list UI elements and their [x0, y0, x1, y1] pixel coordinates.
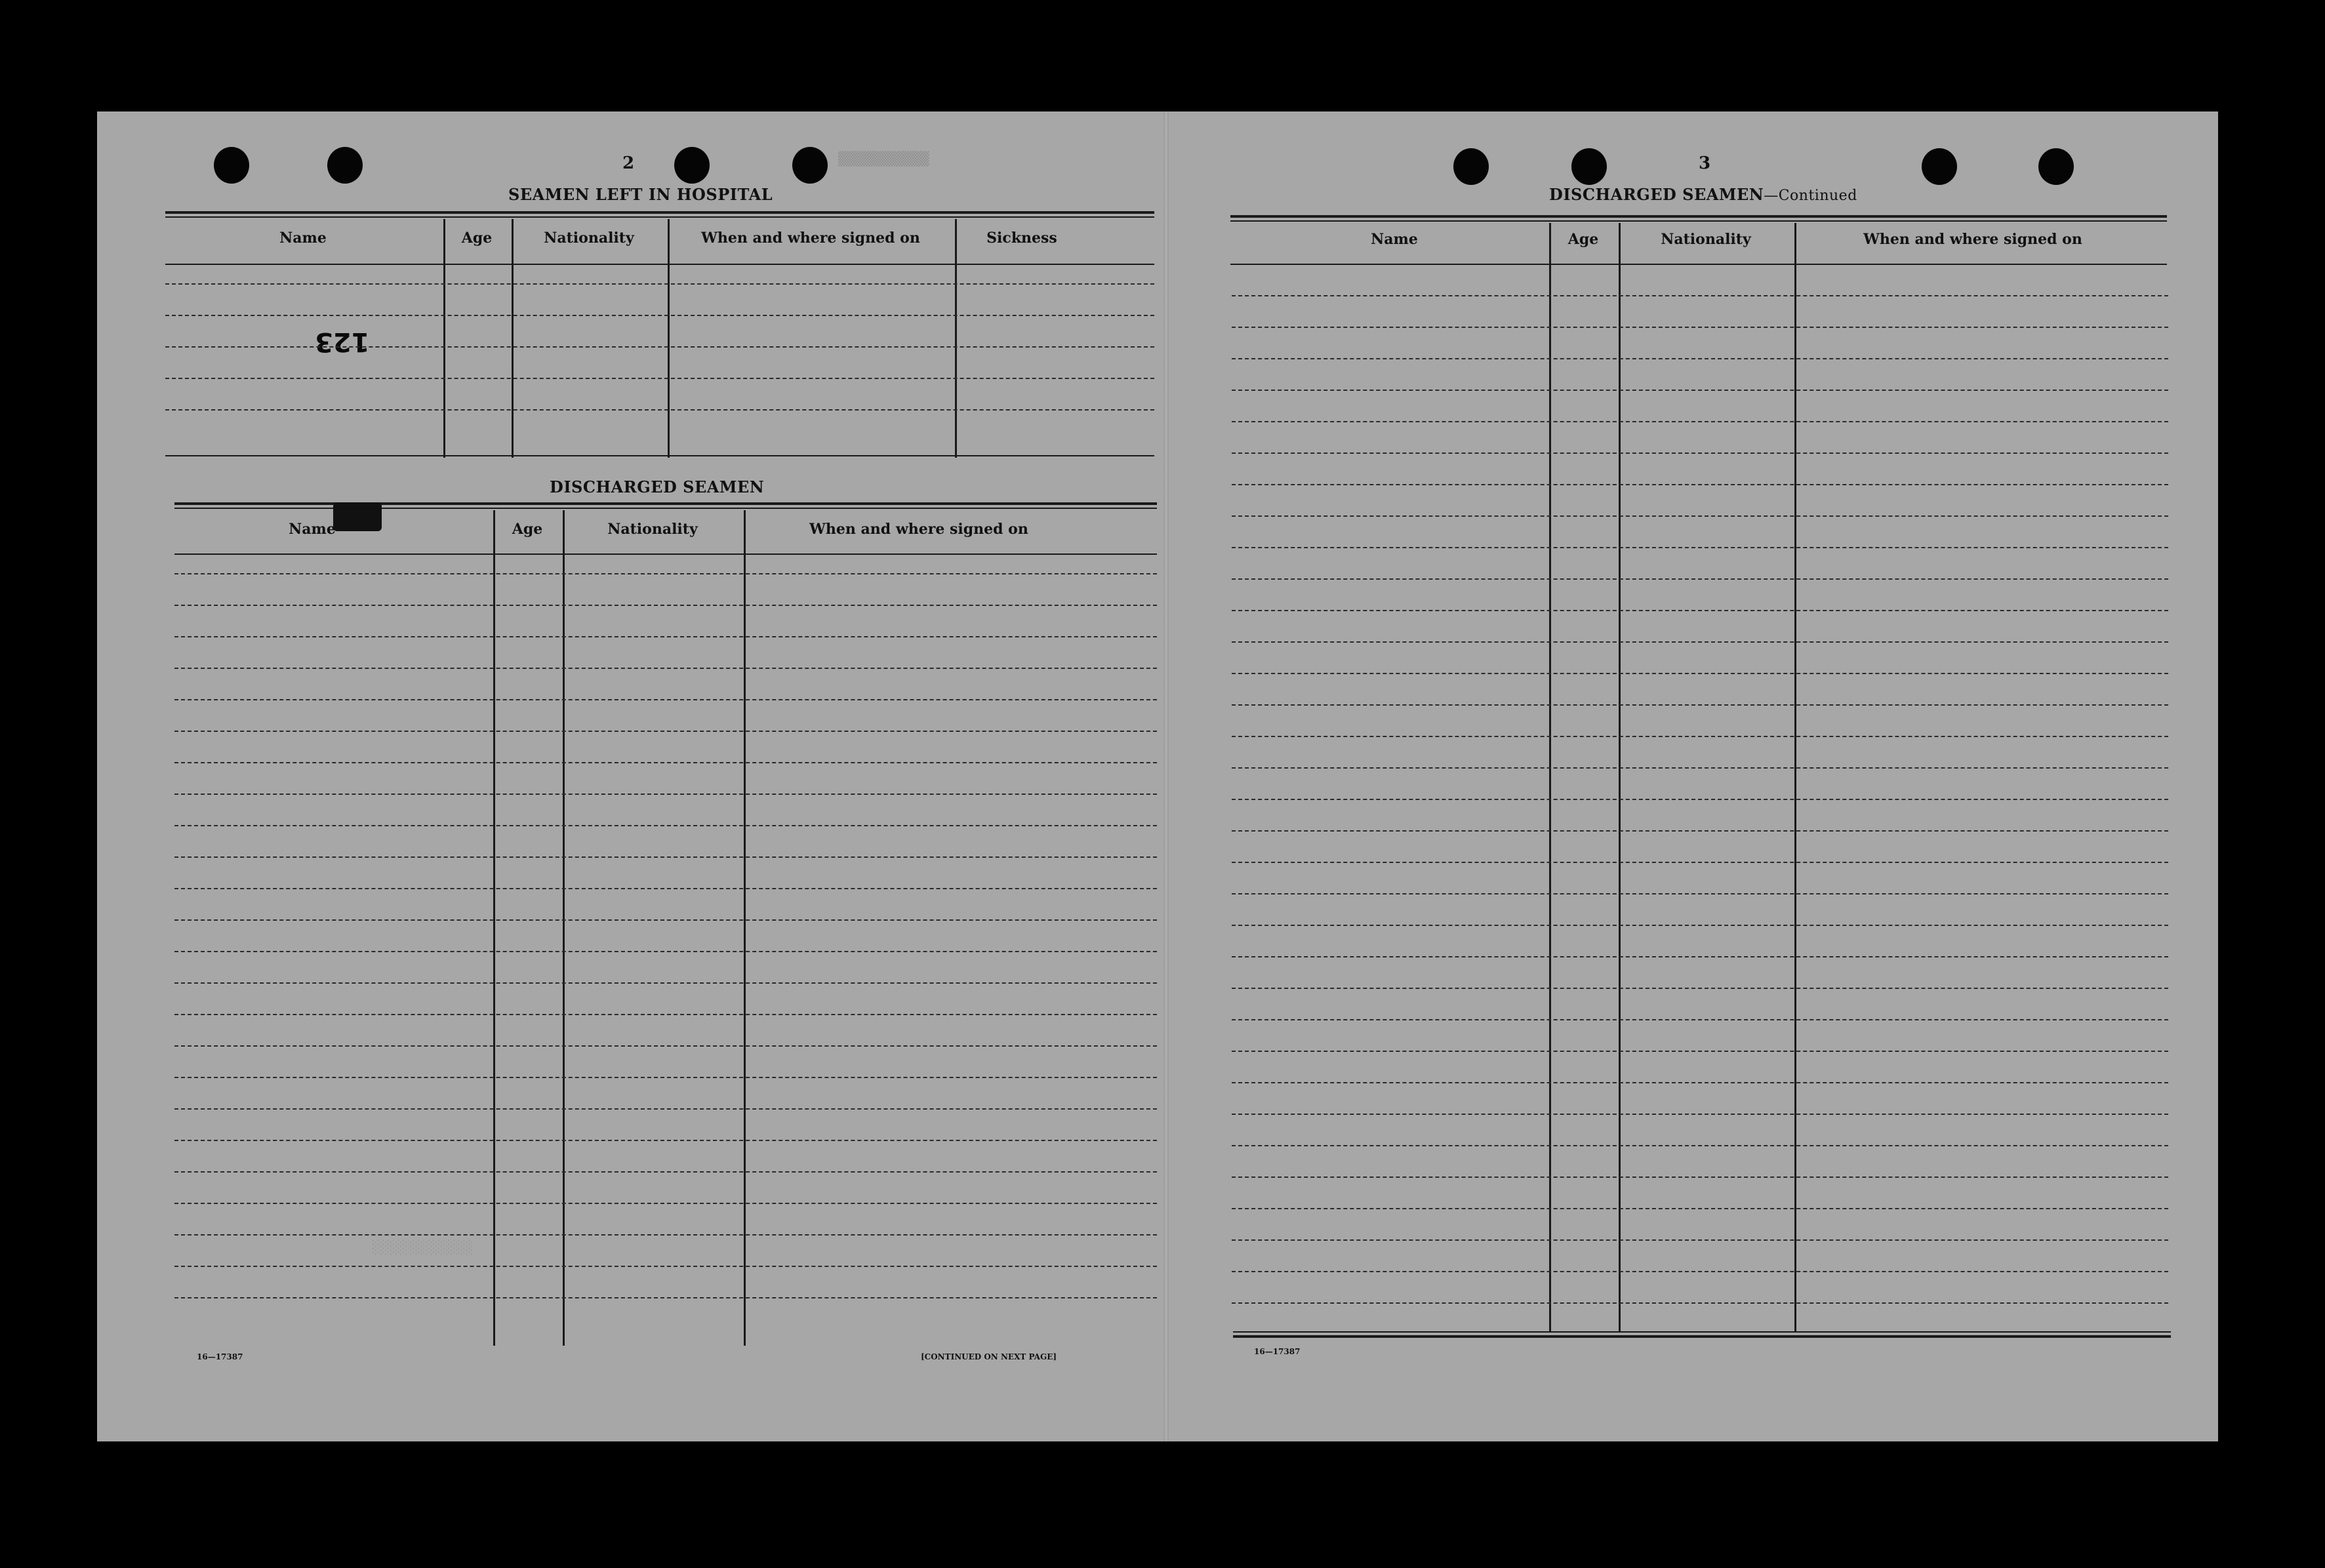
header-rule: [165, 455, 1154, 456]
bleed-through: ░░░░░░░░░░: [373, 1239, 474, 1255]
column-header-name: Name: [1371, 231, 1418, 248]
discharged-continued-title: [1549, 185, 1857, 204]
bleed-through: ▒▒▒▒▒▒▒▒▒: [838, 151, 929, 167]
ruled-row-line: [1232, 390, 2168, 391]
punch-hole: [1453, 148, 1489, 185]
ruled-row-line: [1232, 830, 2168, 832]
ruled-row-line: [174, 1014, 1157, 1015]
ruled-row-line: [165, 283, 1154, 285]
punch-hole: [792, 147, 828, 184]
table-top-rule: [165, 216, 1154, 218]
ruled-row-line: [174, 668, 1157, 669]
table-bottom-rule: [1233, 1335, 2171, 1338]
ruled-row-line: [1232, 1302, 2168, 1304]
column-header-signed-on: When and where signed on: [1863, 231, 2082, 248]
ruled-row-line: [1232, 1019, 2168, 1020]
punch-hole: [2038, 148, 2074, 185]
title-suffix: —Continued: [1764, 188, 1857, 204]
ruled-row-line: [174, 573, 1157, 574]
table-bottom-rule: [1233, 1331, 2171, 1333]
ruled-row-line: [174, 731, 1157, 732]
page-number: 3: [1699, 153, 1711, 173]
ruled-row-line: [174, 605, 1157, 606]
column-header-name: Name: [279, 230, 327, 247]
ruled-row-line: [1232, 358, 2168, 359]
ruled-row-line: [165, 346, 1154, 348]
ruled-row-line: [1232, 1208, 2168, 1209]
ruled-row-line: [1232, 1239, 2168, 1241]
ruled-row-line: [1232, 956, 2168, 957]
ruled-row-line: [1232, 925, 2168, 926]
column-divider: [512, 219, 514, 458]
table-top-rule: [1230, 215, 2167, 218]
column-divider: [443, 219, 445, 458]
column-header-age: Age: [1567, 231, 1599, 248]
column-header-name: Name: [289, 521, 336, 538]
ruled-row-line: [1232, 736, 2168, 737]
ruled-row-line: [1232, 767, 2168, 769]
ruled-row-line: [1232, 610, 2168, 611]
title-text: DISCHARGED SEAMEN: [1549, 185, 1764, 204]
ruled-row-line: [174, 1297, 1157, 1298]
ruled-row-line: [165, 378, 1154, 379]
ruled-row-line: [174, 794, 1157, 795]
ruled-row-line: [1232, 1051, 2168, 1052]
ruled-row-line: [1232, 547, 2168, 548]
ruled-row-line: [1232, 484, 2168, 485]
column-header-signed-on: When and where signed on: [809, 521, 1028, 538]
ruled-row-line: [174, 699, 1157, 700]
ruled-row-line: [174, 1077, 1157, 1078]
ruled-row-line: [174, 919, 1157, 921]
ruled-row-line: [1232, 1114, 2168, 1115]
ruled-row-line: [174, 762, 1157, 763]
ruled-row-line: [1232, 1176, 2168, 1178]
table-top-rule: [1230, 220, 2167, 222]
punch-hole: [214, 147, 249, 184]
ruled-row-line: [1232, 673, 2168, 674]
stamped-number: 123: [315, 327, 370, 357]
ruled-row-line: [174, 888, 1157, 889]
punch-hole: [327, 147, 363, 184]
ruled-row-line: [1232, 641, 2168, 643]
ruled-row-line: [174, 1171, 1157, 1173]
ruled-row-line: [174, 1108, 1157, 1110]
ruled-row-line: [1232, 1145, 2168, 1146]
ruled-row-line: [174, 1203, 1157, 1204]
continued-note: [CONTINUED ON NEXT PAGE]: [921, 1352, 1057, 1361]
ruled-row-line: [174, 825, 1157, 826]
punch-hole: [1571, 148, 1607, 185]
ruled-row-line: [1232, 578, 2168, 580]
ruled-row-line: [174, 856, 1157, 858]
ruled-row-line: [1232, 799, 2168, 800]
column-divider: [955, 219, 957, 458]
form-number: 16—17387: [197, 1352, 243, 1361]
punch-hole: [1922, 148, 1957, 185]
ruled-row-line: [174, 1045, 1157, 1047]
ruled-row-line: [1232, 862, 2168, 863]
header-rule: [165, 264, 1154, 265]
ruled-row-line: [165, 409, 1154, 411]
column-header-sickness: Sickness: [986, 230, 1057, 247]
ruled-row-line: [174, 1234, 1157, 1236]
header-rule: [1230, 264, 2167, 265]
ruled-row-line: [174, 951, 1157, 952]
ruled-row-line: [174, 982, 1157, 984]
page-number: 2: [622, 153, 635, 173]
hospital-section-title: SEAMEN LEFT IN HOSPITAL: [508, 185, 773, 204]
open-form-spread: [97, 111, 2218, 1441]
column-header-nationality: Nationality: [607, 521, 698, 538]
column-header-nationality: Nationality: [1661, 231, 1751, 248]
column-header-nationality: Nationality: [544, 230, 634, 247]
ruled-row-line: [1232, 452, 2168, 454]
page-gutter: [1163, 111, 1169, 1441]
ruled-row-line: [165, 315, 1154, 316]
column-header-age: Age: [512, 521, 543, 538]
form-number: 16—17387: [1254, 1347, 1301, 1356]
ruled-row-line: [1232, 515, 2168, 517]
table-top-rule: [174, 508, 1157, 509]
column-header-age: Age: [461, 230, 493, 247]
ruled-row-line: [1232, 988, 2168, 989]
ruled-row-line: [1232, 704, 2168, 706]
ruled-row-line: [174, 1266, 1157, 1267]
column-divider: [668, 219, 670, 458]
ruled-row-line: [174, 1140, 1157, 1141]
ruled-row-line: [1232, 1271, 2168, 1272]
ruled-row-line: [1232, 421, 2168, 422]
ruled-row-line: [174, 636, 1157, 637]
ruled-row-line: [1232, 327, 2168, 328]
punch-hole: [674, 147, 710, 184]
ruled-row-line: [1232, 1082, 2168, 1083]
table-top-rule: [174, 502, 1157, 505]
ruled-row-line: [1232, 295, 2168, 296]
table-top-rule: [165, 211, 1154, 214]
column-header-signed-on: When and where signed on: [701, 230, 920, 247]
discharged-section-title: DISCHARGED SEAMEN: [550, 477, 765, 496]
header-rule: [174, 553, 1157, 555]
ruled-row-line: [1232, 893, 2168, 895]
